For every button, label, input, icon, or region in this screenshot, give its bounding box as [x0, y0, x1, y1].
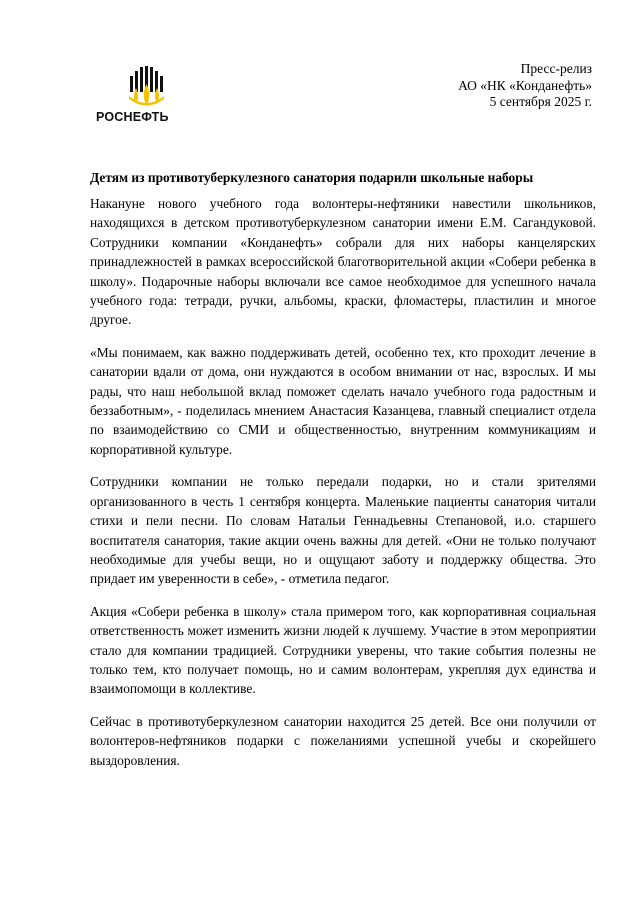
release-date: 5 сентября 2025 г.: [489, 94, 592, 109]
doc-type: Пресс-релиз: [520, 61, 592, 76]
brand-name: РОСНЕФТЬ: [96, 110, 169, 124]
paragraph: Акция «Собери ребенка в школу» стала примером того, как корпоративная социальная ответственность может изменить жизни людей к лучшему. Участие в этом мероприятии стало для компании традицией. Сотрудники уверены, что такие события полезны не только тем, кто получает помощь, но и самим волонтерам, укрепляя дух единства и взаимопомощи в коллективе.: [90, 603, 596, 697]
article-title: Детям из противотуберкулезного санатория подарили школьные наборы: [90, 170, 534, 185]
release-header: [458, 61, 592, 111]
article-body: [90, 194, 596, 783]
paragraph: «Мы понимаем, как важно поддерживать детей, особенно тех, кто проходит лечение в санатории вдали от дома, они нуждаются в особом внимании от нас, взрослых. И мы рады, что наш небольшой вклад поможет сделать начало учебного года радостным и беззаботным», - поделилась мнением Анастасия Казанцева, главный специалист отдела по взаимодействию со СМИ и общественностью, внутренним коммуникациям и корпоративной культуре.: [90, 344, 596, 457]
paragraph: Сейчас в противотуберкулезном санатории находится 25 детей. Все они получили от волонтеров-нефтяников подарки с пожеланиями успешной учебы и скорейшего выздоровления.: [90, 713, 596, 768]
paragraph: Накануне нового учебного года волонтеры-нефтяники навестили школьников, находящихся в детском противотуберкулезном санатории имени Е.М. Сагандуковой. Сотрудники компании «Конданефть» собрали для них наборы канцелярских принадлежностей в рамках всероссийской благотворительной акции «Собери ребенка в школу». Подарочные наборы включали все самое необходимое для успешного начала учебного года: тетради, ручки, альбомы, краски, фломастеры, пластилин и многое другое.: [90, 196, 596, 328]
rosneft-emblem-icon: [126, 66, 166, 108]
company-logo: [96, 66, 196, 128]
company-name: АО «НК «Конданефть»: [458, 77, 592, 93]
paragraph: Сотрудники компании не только передали подарки, но и стали зрителями организованного в честь 1 сентября концерта. Маленькие пациенты санатория читали стихи и пели песни. По словам Натальи Геннадьевны Степановой, и.о. старшего воспитателя санатория, такие акции очень важны для детей. «Они не только получают необходимые для учебы вещи, но и ощущают заботу и поддержку общества. Это придает им уверенности в себе», - отметила педагог.: [90, 474, 596, 587]
